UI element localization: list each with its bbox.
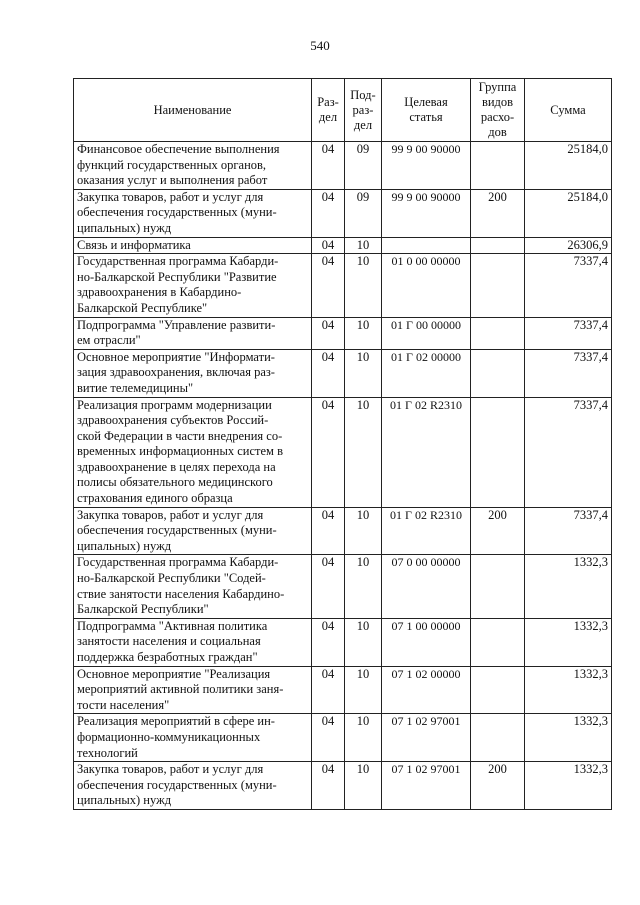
cell-target: 01 Г 02 00000 — [382, 349, 471, 397]
table-row — [74, 142, 612, 190]
cell-section: 04 — [312, 666, 345, 714]
header-section-line: Раз- — [317, 95, 339, 109]
cell-group: 200 — [471, 762, 525, 810]
cell-target: 01 Г 02 R2310 — [382, 397, 471, 507]
table-body — [74, 142, 612, 810]
cell-name-line: Основное мероприятие "Реализация — [77, 666, 271, 681]
cell-name — [74, 666, 312, 714]
cell-subsection: 10 — [345, 618, 382, 666]
cell-name-line: ципальных) нужд — [77, 793, 172, 808]
cell-name-line: полисы обязательного медицинского — [77, 475, 273, 490]
cell-name-line: Финансовое обеспечение выполнения — [77, 142, 280, 156]
cell-name-line: обеспечения государственных (муни- — [77, 523, 277, 538]
header-subsection-line: Под- — [350, 87, 376, 102]
table-row — [74, 397, 612, 507]
header-target-line: Целевая — [404, 95, 448, 109]
cell-section: 04 — [312, 762, 345, 810]
header-subsection — [345, 79, 382, 142]
cell-name-line: но-Балкарской Республики "Содей- — [77, 571, 266, 586]
cell-name — [74, 237, 312, 254]
cell-name — [74, 397, 312, 507]
cell-subsection: 09 — [345, 189, 382, 237]
cell-sum: 7337,4 — [525, 254, 612, 317]
cell-group — [471, 349, 525, 397]
cell-name-line: технологий — [77, 745, 138, 760]
cell-sum: 1332,3 — [525, 762, 612, 810]
cell-name — [74, 189, 312, 237]
cell-name-line: Закупка товаров, работ и услуг для — [77, 189, 264, 204]
header-group — [471, 79, 525, 142]
cell-target: 99 9 00 90000 — [382, 189, 471, 237]
cell-name-line: функций государственных органов, — [77, 157, 267, 172]
cell-section: 04 — [312, 555, 345, 618]
cell-name — [74, 714, 312, 762]
cell-name-line: занятости населения и социальная — [77, 634, 261, 649]
cell-target: 07 1 02 97001 — [382, 714, 471, 762]
cell-group — [471, 666, 525, 714]
cell-name-line: витие телемедицины" — [77, 380, 194, 395]
cell-name-line: ципальных) нужд — [77, 538, 172, 553]
cell-section: 04 — [312, 349, 345, 397]
cell-group — [471, 555, 525, 618]
cell-name-line: Реализация мероприятий в сфере ин- — [77, 714, 275, 729]
cell-name-line: Подпрограмма "Активная политика — [77, 618, 268, 633]
cell-name-line: ствие занятости населения Кабардино- — [77, 586, 285, 601]
cell-target: 01 0 00 00000 — [382, 254, 471, 317]
cell-name — [74, 254, 312, 317]
cell-name — [74, 349, 312, 397]
cell-target: 01 Г 02 R2310 — [382, 507, 471, 555]
cell-name-line: зация здравоохранения, включая раз- — [77, 365, 275, 380]
cell-target: 07 1 02 97001 — [382, 762, 471, 810]
cell-sum: 7337,4 — [525, 349, 612, 397]
cell-section: 04 — [312, 714, 345, 762]
header-group-line: расхо- — [480, 110, 515, 124]
cell-sum: 7337,4 — [525, 397, 612, 507]
cell-name-line: Подпрограмма "Управление развити- — [77, 317, 276, 332]
cell-sum: 7337,4 — [525, 507, 612, 555]
cell-subsection: 10 — [345, 507, 382, 555]
table-row — [74, 666, 612, 714]
cell-name — [74, 618, 312, 666]
cell-subsection: 10 — [345, 666, 382, 714]
cell-group — [471, 237, 525, 254]
table-row — [74, 317, 612, 349]
cell-subsection: 10 — [345, 397, 382, 507]
header-section-line: дел — [318, 110, 338, 124]
cell-name — [74, 507, 312, 555]
cell-name-line: здравоохранение в целях перехода на — [77, 459, 276, 474]
cell-name-line: Государственная программа Кабарди- — [77, 254, 279, 269]
cell-name-line: ем отрасли" — [77, 333, 141, 348]
cell-name-line: временных информационных систем в — [77, 444, 283, 459]
cell-group — [471, 714, 525, 762]
cell-subsection: 10 — [345, 349, 382, 397]
cell-name-line: Закупка товаров, работ и услуг для — [77, 762, 264, 777]
cell-name-line: Закупка товаров, работ и услуг для — [77, 507, 264, 522]
cell-name-line: Балкарской Республики" — [77, 602, 209, 617]
cell-name-line: обеспечения государственных (муни- — [77, 205, 277, 220]
cell-name-line: Связь и информатика — [77, 237, 191, 252]
cell-sum: 26306,9 — [525, 237, 612, 254]
header-group-line: видов — [481, 95, 514, 109]
table-row — [74, 349, 612, 397]
cell-subsection: 10 — [345, 237, 382, 254]
table-row — [74, 762, 612, 810]
cell-name-line: здравоохранения субъектов Россий- — [77, 413, 269, 428]
header-subsection-line: дел — [353, 117, 373, 132]
cell-group — [471, 254, 525, 317]
table-header-row — [74, 79, 612, 142]
cell-name-line: тости населения" — [77, 697, 170, 712]
cell-name — [74, 142, 312, 190]
cell-name-line: ципальных) нужд — [77, 220, 172, 235]
cell-subsection: 10 — [345, 714, 382, 762]
cell-name — [74, 555, 312, 618]
cell-group — [471, 142, 525, 190]
cell-section: 04 — [312, 618, 345, 666]
cell-name-line: ской Федерации в части внедрения со- — [77, 428, 283, 443]
cell-name-line: мероприятий активной политики заня- — [77, 682, 284, 697]
header-group-line: дов — [488, 125, 507, 139]
cell-sum: 25184,0 — [525, 189, 612, 237]
cell-section: 04 — [312, 142, 345, 190]
header-sum: Сумма — [525, 79, 612, 142]
cell-subsection: 09 — [345, 142, 382, 190]
table-row — [74, 237, 612, 254]
budget-table — [73, 78, 612, 810]
cell-name-line: здравоохранения в Кабардино- — [77, 285, 242, 300]
cell-group — [471, 397, 525, 507]
cell-name-line: но-Балкарской Республики "Развитие — [77, 269, 277, 284]
header-group-line: Группа — [478, 80, 517, 94]
cell-name-line: Реализация программ модернизации — [77, 397, 272, 412]
cell-section: 04 — [312, 317, 345, 349]
cell-target: 07 1 02 00000 — [382, 666, 471, 714]
table-row — [74, 555, 612, 618]
header-subsection-line: раз- — [352, 102, 374, 117]
cell-group — [471, 317, 525, 349]
cell-name — [74, 762, 312, 810]
cell-name-line: оказания услуг и выполнения работ — [77, 173, 268, 188]
page-number: 540 — [310, 38, 330, 53]
header-target — [382, 79, 471, 142]
header-section — [312, 79, 345, 142]
cell-sum: 1332,3 — [525, 714, 612, 762]
cell-group — [471, 618, 525, 666]
cell-section: 04 — [312, 189, 345, 237]
cell-section: 04 — [312, 397, 345, 507]
cell-name — [74, 317, 312, 349]
cell-name-line: Государственная программа Кабарди- — [77, 555, 279, 570]
header-name: Наименование — [74, 79, 312, 142]
cell-sum: 1332,3 — [525, 618, 612, 666]
cell-sum: 25184,0 — [525, 142, 612, 190]
cell-name-line: обеспечения государственных (муни- — [77, 777, 277, 792]
table-row — [74, 189, 612, 237]
table-row — [74, 507, 612, 555]
table-row — [74, 714, 612, 762]
cell-name-line: формационно-коммуникационных — [77, 729, 261, 744]
cell-section: 04 — [312, 237, 345, 254]
header-target-line: статья — [409, 110, 443, 124]
cell-target — [382, 237, 471, 254]
cell-subsection: 10 — [345, 762, 382, 810]
cell-target: 01 Г 00 00000 — [382, 317, 471, 349]
cell-group: 200 — [471, 189, 525, 237]
cell-target: 07 0 00 00000 — [382, 555, 471, 618]
table-row — [74, 618, 612, 666]
cell-name-line: Балкарской Республике" — [77, 300, 208, 315]
cell-name-line: страхования единого образца — [77, 491, 233, 506]
cell-section: 04 — [312, 254, 345, 317]
cell-section: 04 — [312, 507, 345, 555]
cell-subsection: 10 — [345, 254, 382, 317]
cell-subsection: 10 — [345, 555, 382, 618]
cell-subsection: 10 — [345, 317, 382, 349]
table-row — [74, 254, 612, 317]
cell-name-line: поддержка безработных граждан" — [77, 650, 258, 664]
cell-target: 99 9 00 90000 — [382, 142, 471, 190]
cell-sum: 1332,3 — [525, 555, 612, 618]
cell-group: 200 — [471, 507, 525, 555]
cell-target: 07 1 00 00000 — [382, 618, 471, 666]
cell-sum: 7337,4 — [525, 317, 612, 349]
cell-sum: 1332,3 — [525, 666, 612, 714]
cell-name-line: Основное мероприятие "Информати- — [77, 349, 275, 364]
